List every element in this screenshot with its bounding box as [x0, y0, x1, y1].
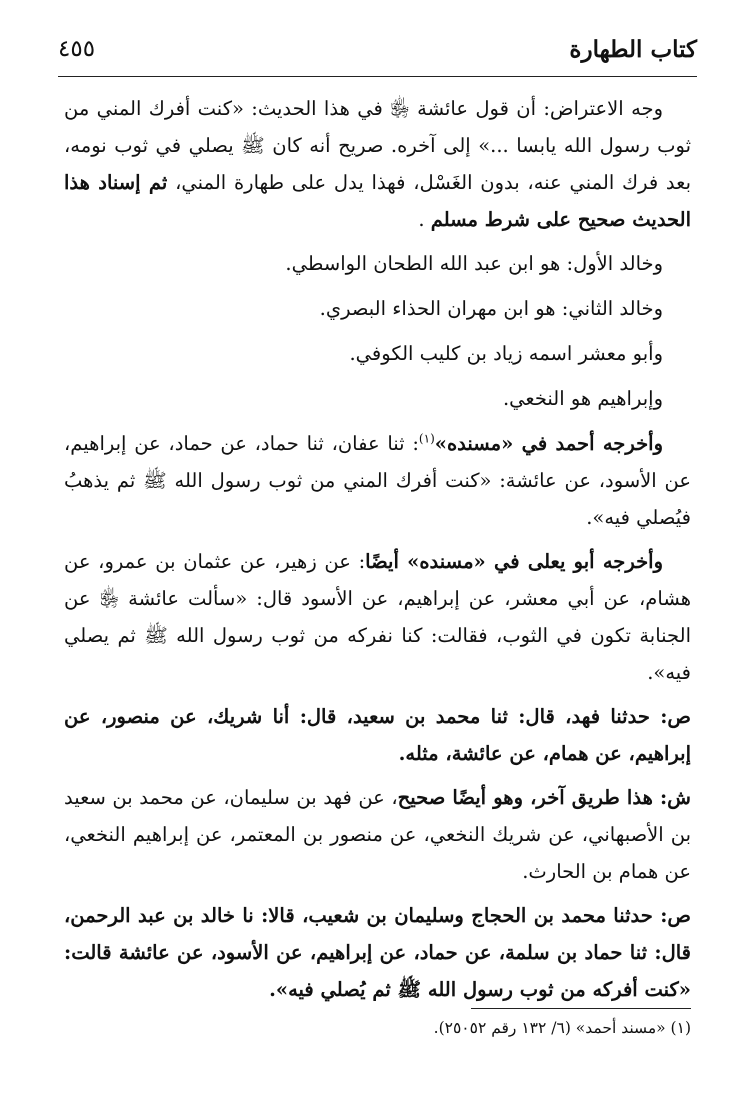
footnote-ref: (١) [418, 431, 435, 446]
paragraph-khalid-second: وخالد الثاني: هو ابن مهران الحذاء البصري. [319, 297, 663, 320]
page-body [64, 90, 691, 1015]
paragraph-text: . [418, 208, 425, 231]
paragraph-text: : ثنا عفان، ثنا حماد، عن حماد، عن إبراهيم، عن الأسود، عن عائشة: «كنت أفرك المني من ثوب رسول الله ﷺ ثم يذهبُ فيُصلي فيه». [64, 432, 691, 529]
paragraph-khalid-first: وخالد الأول: هو ابن عبد الله الطحان الواسطي. [285, 252, 663, 275]
paragraph-ibrahim: وإبراهيم هو النخعي. [502, 387, 663, 410]
paragraph-text: : عن زهير، عن عثمان بن عمرو، عن هشام، عن أبي معشر، عن إبراهيم، عن الأسود قال: «سألت عائشة ﵂ عن الجنابة تكون في الثوب، فقالت: كنا نفركه من ثوب رسول الله ﷺ ثم يصلي فيه». [64, 550, 691, 684]
paragraph-text: وجه الاعتراض: أن قول عائشة ﵂ في هذا الحديث: «كنت أفرك المني من ثوب رسول الله يابسا ...» إلى آخره. صريح أنه كان ﷺ يصلي في ثوب نومه، بعد فرك المني عنه، بدون الغَسْل، فهذا يدل على طهارة المني، [64, 97, 692, 194]
bold-text: ثم إسناد هذا الحديث صحيح على شرط مسلم [64, 171, 691, 231]
paragraph-text: ، عن فهد بن سليمان، عن محمد بن سعيد بن الأصبهاني، عن شريك النخعي، عن منصور بن المعتمر، عن إبراهيم النخعي، عن همام بن الحارث. [64, 786, 691, 883]
bold-text: ص: حدثنا محمد بن الحجاج وسليمان بن شعيب، قالا: نا خالد بن عبد الرحمن، قال: ثنا حماد بن سلمة، عن حماد، عن إبراهيم، عن الأسود، عن عائشة قالت: «كنت أفركه من ثوب رسول الله ﷺ ثم يُصلي فيه». [64, 904, 691, 1001]
bold-text: وأخرجه أبو يعلى في «مسنده» أيضًا [365, 550, 663, 573]
page-header [58, 30, 697, 77]
bold-text: ص: حدثنا فهد، قال: ثنا محمد بن سعيد، قال: أنا شريك، عن منصور، عن إبراهيم، عن همام، عن عائشة، مثله. [64, 705, 691, 765]
paragraph-abu-yala [64, 543, 691, 691]
paragraph-shin [64, 779, 691, 890]
paragraph-objection [64, 90, 691, 238]
bold-text: وأخرجه أحمد في «مسنده» [434, 432, 663, 455]
footnote: (١) «مسند أحمد» (٦/ ١٣٢ رقم ٢٥٠٥٢). [433, 1019, 691, 1037]
page-number: ٤٥٥ [58, 36, 96, 62]
paragraph-sad-hajjaj [64, 897, 691, 1008]
paragraph-sad-fahd [64, 698, 691, 772]
chapter-title: كتاب الطهارة [569, 36, 697, 63]
paragraph-abu-mashar: وأبو معشر اسمه زياد بن كليب الكوفي. [349, 342, 663, 365]
paragraph-ahmad [64, 425, 691, 536]
bold-text: ش: هذا طريق آخر، وهو أيضًا صحيح [397, 786, 691, 809]
footnote-divider [471, 1008, 691, 1009]
